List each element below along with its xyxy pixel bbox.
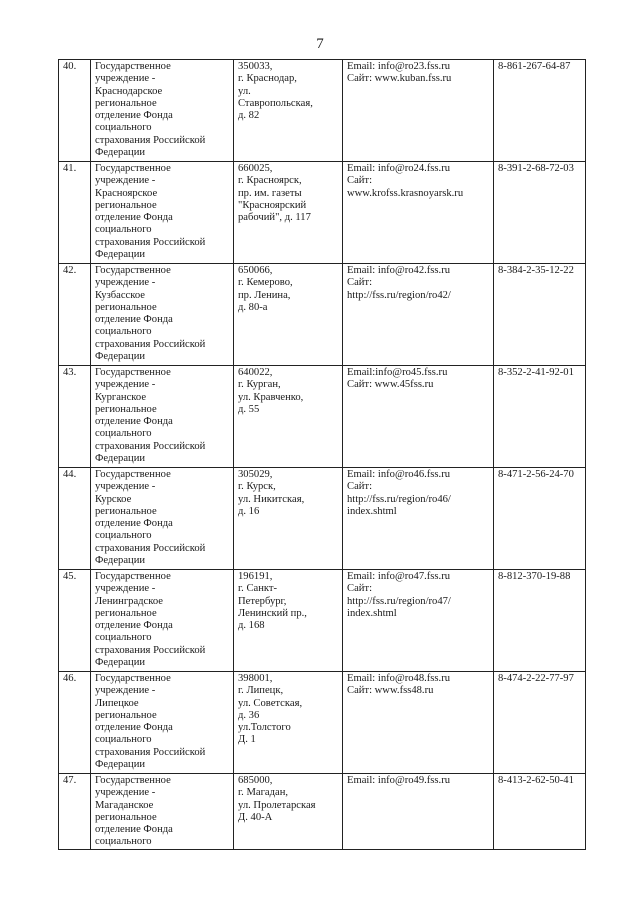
row-number: 43. xyxy=(59,366,91,468)
institution-name: Государственное учреждение - Ленинградское региональное отделение Фонда социального страхования Российской Федерации xyxy=(91,570,234,672)
institution-phone: 8-812-370-19-88 xyxy=(494,570,586,672)
institution-address: 196191, г. Санкт- Петербург, Ленинский пр., д. 168 xyxy=(234,570,343,672)
institution-address: 660025, г. Красноярск, пр. им. газеты "Красноярский рабочий", д. 117 xyxy=(234,162,343,264)
row-number: 41. xyxy=(59,162,91,264)
institution-contacts: Email: info@ro46.fss.ru Сайт: http://fss.ru/region/ro46/ index.shtml xyxy=(343,468,494,570)
table-row xyxy=(59,672,586,774)
institution-address: 685000, г. Магадан, ул. Пролетарская Д. 40-А xyxy=(234,774,343,850)
institution-contacts: Email: info@ro24.fss.ru Сайт: www.krofss.krasnoyarsk.ru xyxy=(343,162,494,264)
institution-phone: 8-384-2-35-12-22 xyxy=(494,264,586,366)
table-row xyxy=(59,570,586,672)
row-number: 44. xyxy=(59,468,91,570)
institution-address: 398001, г. Липецк, ул. Советская, д. 36 ул.Толстого Д. 1 xyxy=(234,672,343,774)
institution-address: 640022, г. Курган, ул. Кравченко, д. 55 xyxy=(234,366,343,468)
institution-name: Государственное учреждение - Курское региональное отделение Фонда социального страхования Российской Федерации xyxy=(91,468,234,570)
institution-contacts: Email: info@ro42.fss.ru Сайт: http://fss.ru/region/ro42/ xyxy=(343,264,494,366)
table-row xyxy=(59,264,586,366)
institution-address: 305029, г. Курск, ул. Никитская, д. 16 xyxy=(234,468,343,570)
table-row xyxy=(59,774,586,850)
page-number: 7 xyxy=(316,36,324,52)
row-number: 40. xyxy=(59,60,91,162)
table-row xyxy=(59,366,586,468)
institution-address: 350033, г. Краснодар, ул. Ставропольская, д. 82 xyxy=(234,60,343,162)
table-row xyxy=(59,162,586,264)
institution-contacts: Email: info@ro47.fss.ru Сайт: http://fss.ru/region/ro47/ index.shtml xyxy=(343,570,494,672)
table-row xyxy=(59,468,586,570)
institution-name: Государственное учреждение - Курганское региональное отделение Фонда социального страхования Российской Федерации xyxy=(91,366,234,468)
institution-phone: 8-391-2-68-72-03 xyxy=(494,162,586,264)
fss-offices-table xyxy=(58,59,586,850)
institution-contacts: Email:info@ro45.fss.ru Сайт: www.45fss.ru xyxy=(343,366,494,468)
institution-name: Государственное учреждение - Липецкое региональное отделение Фонда социального страхования Российской Федерации xyxy=(91,672,234,774)
institution-phone: 8-471-2-56-24-70 xyxy=(494,468,586,570)
institution-address: 650066, г. Кемерово, пр. Ленина, д. 80-а xyxy=(234,264,343,366)
institution-phone: 8-352-2-41-92-01 xyxy=(494,366,586,468)
row-number: 45. xyxy=(59,570,91,672)
institution-phone: 8-861-267-64-87 xyxy=(494,60,586,162)
institution-name: Государственное учреждение - Кузбасское региональное отделение Фонда социального страхования Российской Федерации xyxy=(91,264,234,366)
table-row xyxy=(59,60,586,162)
institution-phone: 8-474-2-22-77-97 xyxy=(494,672,586,774)
institution-contacts: Email: info@ro23.fss.ru Сайт: www.kuban.fss.ru xyxy=(343,60,494,162)
row-number: 47. xyxy=(59,774,91,850)
institution-name: Государственное учреждение - Красноярское региональное отделение Фонда социального страхования Российской Федерации xyxy=(91,162,234,264)
institution-name: Государственное учреждение - Краснодарское региональное отделение Фонда социального страхования Российской Федерации xyxy=(91,60,234,162)
row-number: 46. xyxy=(59,672,91,774)
row-number: 42. xyxy=(59,264,91,366)
institution-name: Государственное учреждение - Магаданское региональное отделение Фонда социального xyxy=(91,774,234,850)
institution-phone: 8-413-2-62-50-41 xyxy=(494,774,586,850)
institution-contacts: Email: info@ro48.fss.ru Сайт: www.fss48.ru xyxy=(343,672,494,774)
institution-contacts: Email: info@ro49.fss.ru xyxy=(343,774,494,850)
